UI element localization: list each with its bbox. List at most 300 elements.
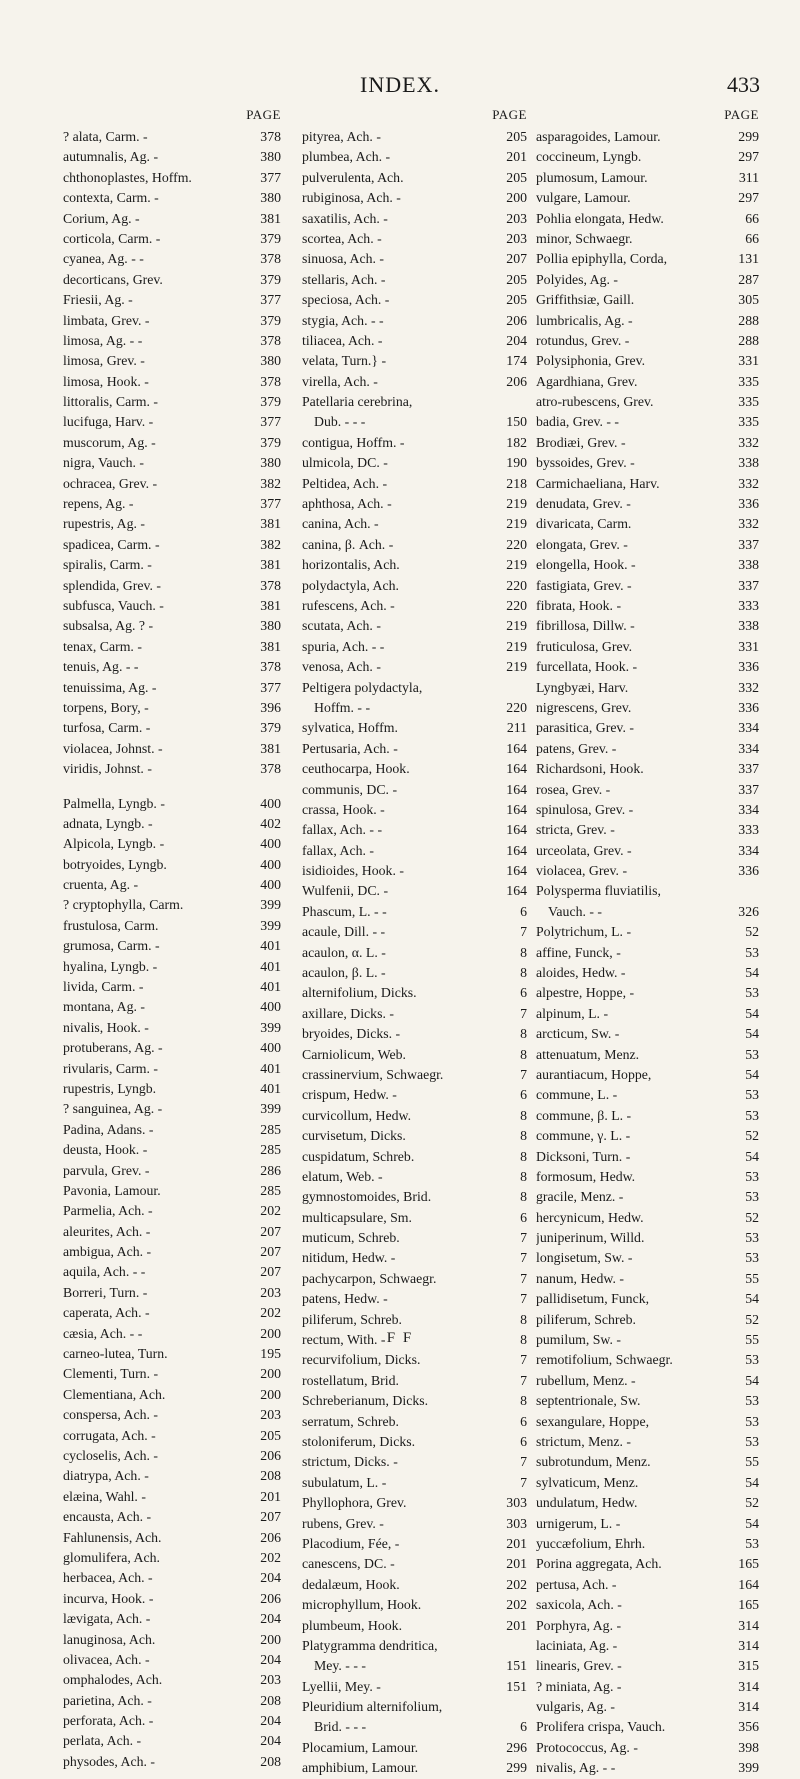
entry-term: ? cryptophylla, Carm.: [63, 897, 184, 913]
entry-page: 379: [260, 312, 281, 328]
entry-term: Schreberianum, Dicks.: [302, 1393, 429, 1409]
entry-term: laciniata, Ag. -: [536, 1637, 618, 1653]
entry-term: crassa, Hook. -: [302, 801, 385, 817]
index-entry: [536, 1147, 759, 1167]
entry-term: diatrypa, Ach. -: [63, 1468, 149, 1484]
entry-term: tiliacea, Ach. -: [302, 332, 383, 348]
index-entry: [536, 412, 759, 432]
entry-page: 204: [260, 1611, 281, 1627]
entry-page: 206: [506, 312, 527, 328]
index-entry: [302, 1065, 527, 1085]
entry-term: limosa, Grev. -: [63, 353, 145, 369]
entry-page: 401: [260, 1060, 281, 1076]
entry-term: Wulfenii, DC. -: [302, 883, 389, 899]
entry-page: 8: [520, 1026, 527, 1042]
entry-page: 53: [745, 944, 759, 960]
entry-page: 285: [260, 1182, 281, 1198]
index-entry: [536, 392, 759, 412]
entry-page: 195: [260, 1346, 281, 1362]
entry-term: plumbeum, Hook.: [302, 1617, 403, 1633]
index-entry: [63, 657, 281, 677]
index-entry: [63, 1426, 281, 1446]
index-entry: [63, 957, 281, 977]
index-entry: [302, 392, 527, 412]
index-entry: [536, 1575, 759, 1595]
entry-term: Polyides, Ag. -: [536, 271, 619, 287]
entry-term: sexangulare, Hoppe,: [536, 1413, 650, 1429]
entry-term: Dub. - - -: [314, 414, 366, 430]
index-entry: [536, 1677, 759, 1697]
index-entry: [536, 147, 759, 167]
entry-page: 53: [745, 1535, 759, 1551]
entry-page: 311: [738, 169, 759, 185]
entry-page: 400: [260, 999, 281, 1015]
entry-term: acaulon, β. L. -: [302, 965, 386, 981]
index-entry: [63, 331, 281, 351]
entry-page: 381: [260, 597, 281, 613]
entry-term: muticum, Schreb.: [302, 1230, 400, 1246]
index-entry: [63, 814, 281, 834]
entry-term: tenuis, Ag. - -: [63, 659, 139, 675]
entry-page: 287: [738, 271, 759, 287]
entry-term: livida, Carm. -: [63, 979, 144, 995]
entry-page: 165: [738, 1597, 759, 1613]
index-entry: [536, 351, 759, 371]
entry-term: commune, L. -: [536, 1087, 618, 1103]
entry-term: alpinum, L. -: [536, 1005, 609, 1021]
entry-term: Brid. - - -: [314, 1719, 367, 1735]
entry-page: 203: [506, 230, 527, 246]
index-entry: [536, 780, 759, 800]
entry-page: 182: [506, 434, 527, 450]
index-entry: [63, 936, 281, 956]
entry-term: elongella, Hook. -: [536, 557, 636, 573]
index-entry: [536, 1432, 759, 1452]
entry-term: subulatum, L. -: [302, 1474, 387, 1490]
entry-term: chthonoplastes, Hoffm.: [63, 169, 192, 185]
entry-page: 131: [738, 251, 759, 267]
entry-page: 8: [520, 1189, 527, 1205]
index-entry: [63, 718, 281, 738]
entry-page: 205: [506, 271, 527, 287]
entry-page: 7: [520, 924, 527, 940]
entry-term: asparagoides, Lamour.: [536, 129, 661, 144]
entry-page: 7: [520, 1005, 527, 1021]
entry-term: urnigerum, L. -: [536, 1515, 621, 1531]
index-entry: [63, 1222, 281, 1242]
entry-term: Carmichaeliana, Harv.: [536, 475, 660, 491]
index-entry: [302, 983, 527, 1003]
entry-page: 337: [738, 761, 759, 777]
entry-term: saxicola, Ach. -: [536, 1597, 622, 1613]
index-entry: [63, 895, 281, 915]
entry-page: 400: [260, 836, 281, 852]
entry-term: longisetum, Sw. -: [536, 1250, 633, 1266]
index-entry: [63, 1161, 281, 1181]
entry-page: 400: [260, 1040, 281, 1056]
entry-term: linearis, Grev. -: [536, 1658, 622, 1674]
entry-term: violacea, Johnst. -: [63, 740, 163, 756]
entry-page: 381: [260, 557, 281, 573]
entry-page: 201: [506, 1556, 527, 1572]
entry-term: strictum, Menz. -: [536, 1434, 632, 1449]
entry-term: Peltidea, Ach. -: [302, 475, 388, 491]
entry-term: pityrea, Ach. -: [302, 129, 381, 144]
index-entry: [302, 1452, 527, 1472]
index-entry: [302, 616, 527, 636]
entry-page: 336: [738, 659, 759, 675]
entry-page: 53: [745, 1168, 759, 1184]
entry-page: 207: [260, 1264, 281, 1280]
entry-page: 288: [738, 312, 759, 328]
entry-term: acaulon, α. L. -: [302, 944, 386, 960]
entry-term: hercynicum, Hedw.: [536, 1209, 644, 1225]
entry-term: Pavonia, Lamour.: [63, 1182, 161, 1198]
entry-page: 402: [260, 815, 281, 831]
entry-page: 164: [506, 822, 527, 838]
index-entry: [63, 209, 281, 229]
index-entry: [63, 168, 281, 188]
entry-term: botryoides, Lyngb.: [63, 856, 167, 872]
entry-term: Borreri, Turn. -: [63, 1284, 148, 1300]
index-entry: [302, 637, 527, 657]
index-entry: [63, 698, 281, 718]
entry-page: 54: [745, 1066, 759, 1082]
entry-term: fruticulosa, Grev.: [536, 638, 633, 654]
entry-term: pachycarpon, Schwaegr.: [302, 1270, 437, 1286]
entry-term: divaricata, Carm.: [536, 516, 632, 532]
entry-term: Friesii, Ag. -: [63, 292, 133, 308]
index-entry: [63, 433, 281, 453]
entry-page: 220: [506, 699, 527, 715]
index-entry: [302, 514, 527, 534]
entry-page: 379: [260, 434, 281, 450]
entry-term: plumosum, Lamour.: [536, 169, 648, 185]
entry-page: 6: [520, 985, 527, 1001]
entry-term: curvisetum, Dicks.: [302, 1128, 406, 1144]
index-entry: [63, 1018, 281, 1038]
entry-term: stoloniferum, Dicks.: [302, 1434, 416, 1449]
entry-page: 334: [738, 842, 759, 858]
entry-term: lumbricalis, Ag. -: [536, 312, 633, 328]
entry-term: corrugata, Ach. -: [63, 1427, 156, 1443]
entry-page: 314: [738, 1617, 759, 1633]
entry-term: multicapsulare, Sm.: [302, 1209, 412, 1225]
index-entry: [63, 555, 281, 575]
index-entry: [302, 1717, 527, 1737]
index-entry: [63, 290, 281, 310]
entry-term: aphthosa, Ach. -: [302, 496, 392, 512]
index-entry: [536, 657, 759, 677]
entry-page: 164: [506, 740, 527, 756]
entry-term: gracile, Menz. -: [536, 1189, 624, 1205]
entry-page: 54: [745, 1026, 759, 1042]
entry-term: herbacea, Ach. -: [63, 1570, 153, 1586]
entry-term: Agardhiana, Grev.: [536, 373, 638, 389]
index-entry: [63, 1589, 281, 1609]
entry-page: 379: [260, 230, 281, 246]
index-entry: [536, 1412, 759, 1432]
entry-page: 52: [745, 1128, 759, 1144]
index-entry: [63, 229, 281, 249]
entry-page: 53: [745, 1413, 759, 1429]
entry-page: 202: [506, 1597, 527, 1613]
entry-term: Porina aggregata, Ach.: [536, 1556, 662, 1572]
entry-term: Lyellii, Mey. -: [302, 1678, 381, 1694]
entry-page: 174: [506, 353, 527, 369]
index-entry: [302, 1106, 527, 1126]
page-number: 433: [727, 72, 760, 97]
index-entry: [536, 698, 759, 718]
index-column-2: [302, 107, 527, 1779]
entry-term: ? miniata, Ag. -: [536, 1678, 622, 1694]
entry-term: arcticum, Sw. -: [536, 1026, 620, 1042]
index-entry: [63, 1650, 281, 1670]
entry-page: 379: [260, 720, 281, 736]
index-entry: [63, 1466, 281, 1486]
index-entry: [536, 1554, 759, 1574]
index-entry: [302, 1636, 527, 1656]
index-entry: [63, 147, 281, 167]
entry-page: 53: [745, 1087, 759, 1103]
entry-term: alternifolium, Dicks.: [302, 985, 417, 1001]
index-entry: [63, 351, 281, 371]
entry-page: 378: [260, 761, 281, 777]
entry-term: aquila, Ach. - -: [63, 1264, 146, 1280]
entry-page: 164: [506, 761, 527, 777]
entry-page: 305: [738, 292, 759, 308]
entry-page: 380: [260, 353, 281, 369]
entry-page: 164: [506, 842, 527, 858]
entry-term: violacea, Grev. -: [536, 863, 628, 879]
index-entry: [536, 1248, 759, 1268]
entry-page: 206: [506, 373, 527, 389]
index-entry: [302, 1208, 527, 1228]
index-entry: [302, 780, 527, 800]
index-entry: [63, 1670, 281, 1690]
index-entry: [536, 474, 759, 494]
index-entry: [536, 1289, 759, 1309]
entry-term: pumilum, Sw. -: [536, 1332, 621, 1348]
entry-term: corticola, Carm. -: [63, 230, 161, 246]
index-entry: [63, 794, 281, 814]
index-entry: [536, 1371, 759, 1391]
entry-page: 55: [745, 1454, 759, 1470]
index-entry: [302, 1738, 527, 1758]
entry-page: 207: [260, 1223, 281, 1239]
index-entry: [63, 1120, 281, 1140]
entry-term: commune, β. L. -: [536, 1107, 632, 1123]
entry-page: 151: [506, 1658, 527, 1674]
entry-term: coccineum, Lyngb.: [536, 149, 642, 165]
entry-term: omphalodes, Ach.: [63, 1672, 163, 1688]
entry-page: 54: [745, 1372, 759, 1388]
index-entry: [302, 841, 527, 861]
index-entry: [302, 311, 527, 331]
entry-page: 8: [520, 1046, 527, 1062]
entry-page: 399: [260, 897, 281, 913]
entry-page: 164: [738, 1576, 759, 1592]
index-entry: [536, 963, 759, 983]
entry-term: spuria, Ach. - -: [302, 638, 385, 654]
entry-page: 52: [745, 1495, 759, 1511]
entry-page: 164: [506, 863, 527, 879]
entry-term: lanuginosa, Ach.: [63, 1631, 156, 1647]
entry-page: 219: [506, 618, 527, 634]
entry-page: 6: [520, 1434, 527, 1449]
index-entry: [302, 1248, 527, 1268]
index-entry: [536, 1024, 759, 1044]
entry-page: 380: [260, 149, 281, 165]
entry-term: autumnalis, Ag. -: [63, 149, 159, 165]
index-entry: [302, 678, 527, 698]
entry-term: aloides, Hedw. -: [536, 965, 626, 981]
entry-page: 314: [738, 1637, 759, 1653]
entry-term: Richardsoni, Hook.: [536, 761, 644, 777]
entry-page: 53: [745, 985, 759, 1001]
index-entry: [302, 209, 527, 229]
index-entry: [536, 188, 759, 208]
entry-term: undulatum, Hedw.: [536, 1495, 638, 1511]
entry-page: 204: [260, 1570, 281, 1586]
index-entry: [536, 1636, 759, 1656]
entry-term: Patellaria cerebrina,: [302, 394, 413, 410]
entry-term: polydactyla, Ach.: [302, 577, 399, 593]
entry-term: viridis, Johnst. -: [63, 761, 152, 777]
entry-term: speciosa, Ach. -: [302, 292, 390, 308]
index-entry: [63, 1059, 281, 1079]
entry-term: frustulosa, Carm.: [63, 917, 159, 933]
entry-page: 400: [260, 877, 281, 893]
entry-term: incurva, Hook. -: [63, 1590, 154, 1606]
entry-term: vulgare, Lamour.: [536, 190, 631, 206]
entry-page: 337: [738, 781, 759, 797]
entry-page: 52: [745, 1311, 759, 1327]
index-entry: [536, 1656, 759, 1676]
entry-term: glomulifera, Ach.: [63, 1549, 160, 1565]
entry-term: muscorum, Ag. -: [63, 434, 156, 450]
index-entry: [536, 1228, 759, 1248]
entry-term: subfusca, Vauch. -: [63, 597, 164, 613]
index-entry: [302, 963, 527, 983]
entry-page: 334: [738, 720, 759, 736]
index-entry: [536, 1717, 759, 1737]
entry-term: horizontalis, Ach.: [302, 557, 400, 573]
entry-term: pallidisetum, Funck,: [536, 1291, 650, 1307]
entry-term: fibrillosa, Dillw. -: [536, 618, 635, 634]
entry-page: 53: [745, 1393, 759, 1409]
index-entry: [536, 881, 759, 901]
entry-term: crispum, Hedw. -: [302, 1087, 397, 1103]
entry-term: Pleuridium alternifolium,: [302, 1699, 443, 1715]
index-entry: [63, 576, 281, 596]
entry-term: Carniolicum, Web.: [302, 1046, 407, 1062]
index-entry: [536, 902, 759, 922]
index-entry: [536, 983, 759, 1003]
entry-page: 219: [506, 557, 527, 573]
entry-term: rubens, Grev. -: [302, 1515, 384, 1531]
entry-term: conspersa, Ach. -: [63, 1407, 159, 1423]
index-column-1: [63, 107, 281, 1772]
entry-page: 337: [738, 536, 759, 552]
entry-page: 218: [506, 475, 527, 491]
index-entry: [536, 943, 759, 963]
entry-page: 164: [506, 801, 527, 817]
entry-term: grumosa, Carm. -: [63, 938, 160, 954]
entry-term: gymnostomoides, Brid.: [302, 1189, 432, 1205]
index-entry: [302, 474, 527, 494]
entry-page: 398: [738, 1739, 759, 1755]
entry-page: 202: [260, 1305, 281, 1321]
index-entry: [302, 718, 527, 738]
index-entry: [302, 800, 527, 820]
entry-page: 303: [506, 1495, 527, 1511]
entry-page: 55: [745, 1270, 759, 1286]
index-entry: [63, 311, 281, 331]
entry-page: 207: [260, 1509, 281, 1525]
entry-term: Polytrichum, L. -: [536, 924, 632, 940]
index-entry: [63, 1079, 281, 1099]
index-entry: [536, 1167, 759, 1187]
index-entry: [536, 1187, 759, 1207]
entry-page: 66: [745, 210, 759, 226]
entry-page: 7: [520, 1270, 527, 1286]
entry-page: 201: [506, 149, 527, 165]
entry-term: sylvaticum, Menz.: [536, 1474, 639, 1490]
index-entry: [536, 290, 759, 310]
index-entry: [302, 759, 527, 779]
entry-page: 164: [506, 883, 527, 899]
entry-page: 204: [506, 332, 527, 348]
index-entry: [63, 1099, 281, 1119]
entry-page: 8: [520, 965, 527, 981]
entry-term: parietina, Ach. -: [63, 1692, 152, 1708]
index-entry: [63, 1262, 281, 1282]
entry-term: caperata, Ach. -: [63, 1305, 150, 1321]
entry-page: 201: [260, 1488, 281, 1504]
entry-term: strictum, Dicks. -: [302, 1454, 398, 1470]
index-entry: [302, 1187, 527, 1207]
index-entry: [63, 1385, 281, 1405]
entry-term: Placodium, Fée, -: [302, 1535, 400, 1551]
index-entry: [302, 1004, 527, 1024]
index-entry: [536, 1126, 759, 1146]
entry-page: 200: [506, 190, 527, 206]
entry-term: Lyngbyæi, Harv.: [536, 679, 629, 695]
index-entry: [63, 1630, 281, 1650]
index-entry: [302, 1677, 527, 1697]
index-entry: [536, 331, 759, 351]
entry-page: 401: [260, 938, 281, 954]
index-entry: [63, 678, 281, 698]
index-entry: [302, 943, 527, 963]
index-entry: [302, 861, 527, 881]
entry-term: serratum, Schreb.: [302, 1413, 399, 1429]
index-entry: [536, 535, 759, 555]
index-entry: [536, 127, 759, 147]
entry-term: subrotundum, Menz.: [536, 1454, 651, 1470]
entry-page: 204: [260, 1713, 281, 1729]
index-entry: [536, 433, 759, 453]
entry-page: 377: [260, 679, 281, 695]
entry-page: 200: [260, 1366, 281, 1382]
index-entry: [302, 1350, 527, 1370]
index-entry: [63, 127, 281, 147]
entry-term: contigua, Hoffm. -: [302, 434, 405, 450]
entry-page: 332: [738, 516, 759, 532]
entry-page: 52: [745, 1209, 759, 1225]
entry-page: 286: [260, 1162, 281, 1178]
